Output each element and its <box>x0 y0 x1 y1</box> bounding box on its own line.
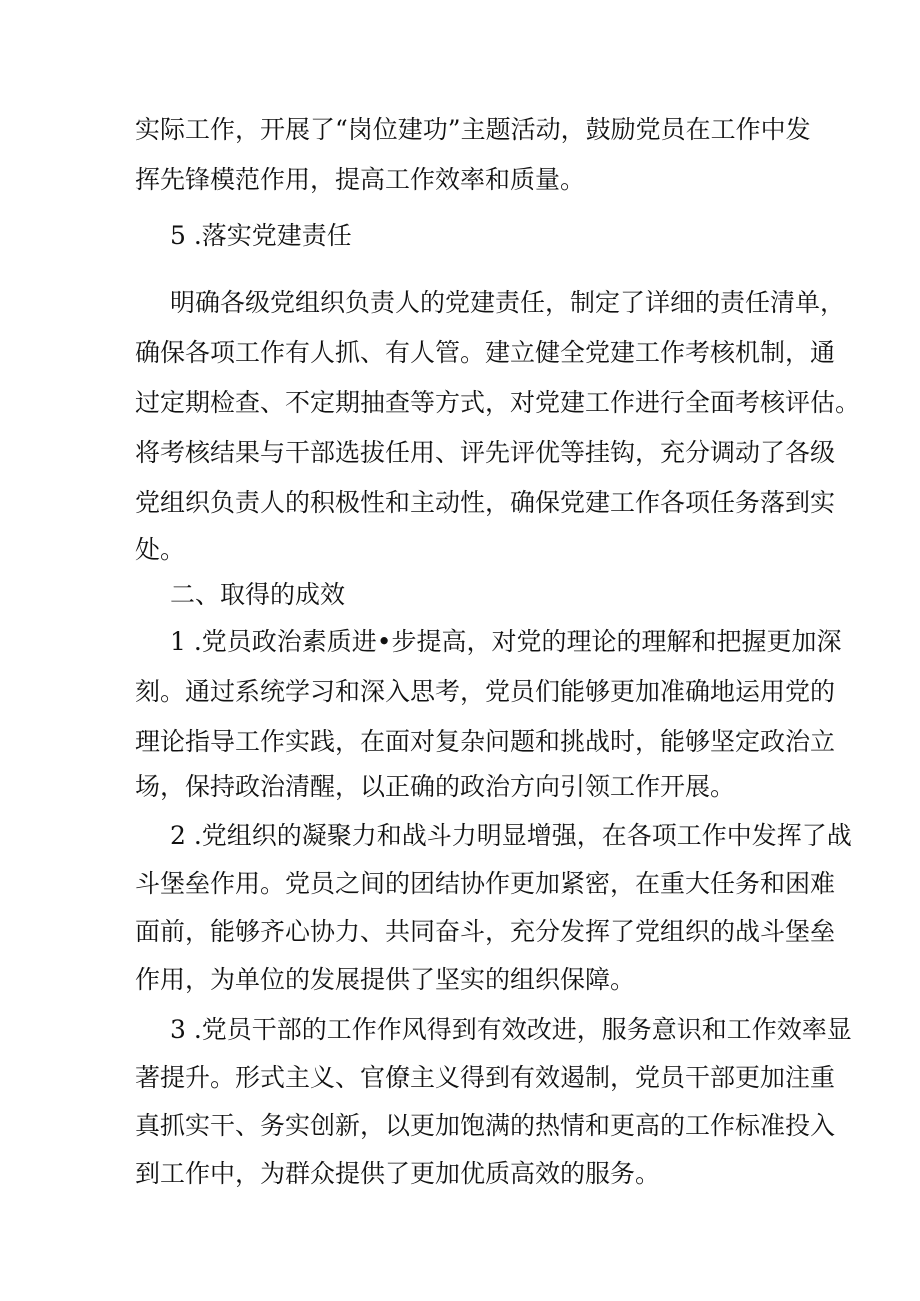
text-line: 挥先锋模范作用，提高工作效率和质量。 <box>135 165 586 194</box>
text-line: 党组织负责人的积极性和主动性，确保党建工作各项任务落到实 <box>135 488 836 517</box>
text-line: 刻。通过系统学习和深入思考，党员们能够更加准确地运用党的 <box>135 677 836 706</box>
text-line: 2 .党组织的凝聚力和战斗力明显增强，在各项工作中发挥了战 <box>170 821 852 850</box>
text-line: 著提升。形式主义、官僚主义得到有效遏制，党员干部更加注重 <box>135 1063 836 1092</box>
text-line: 面前，能够齐心协力、共同奋斗，充分发挥了党组织的战斗堡垒 <box>135 917 836 946</box>
text-line: 场，保持政治清醒，以正确的政治方向引领工作开展。 <box>135 772 736 801</box>
text-line: 实际工作，开展了“岗位建功”主题活动，鼓励党员在工作中发 <box>135 115 811 144</box>
text-line: 过定期检查、不定期抽查等方式，对党建工作进行全面考核评估。 <box>135 388 861 417</box>
section-heading: 5 .落实党建责任 <box>170 221 352 250</box>
text-line: 真抓实干、务实创新，以更加饱满的热情和更高的工作标准投入 <box>135 1111 836 1140</box>
text-line: 理论指导工作实践，在面对复杂问题和挑战时，能够坚定政治立 <box>135 727 836 756</box>
text-line: 确保各项工作有人抓、有人管。建立健全党建工作考核机制，通 <box>135 338 836 367</box>
section-heading: 二、取得的成效 <box>170 580 346 609</box>
text-line: 到工作中，为群众提供了更加优质高效的服务。 <box>135 1159 661 1188</box>
text-line: 1 .党员政治素质进•步提高，对党的理论的理解和把握更加深 <box>170 627 842 656</box>
text-line: 处。 <box>135 535 186 564</box>
text-line: 作用，为单位的发展提供了坚实的组织保障。 <box>135 965 636 994</box>
text-line: 明确各级党组织负责人的党建责任，制定了详细的责任清单， <box>170 288 846 317</box>
text-line: 斗堡垒作用。党员之间的团结协作更加紧密，在重大任务和困难 <box>135 869 836 898</box>
text-line: 3 .党员干部的工作作风得到有效改进，服务意识和工作效率显 <box>170 1015 852 1044</box>
text-line: 将考核结果与干部选拔任用、评先评优等挂钩，充分调动了各级 <box>135 438 836 467</box>
